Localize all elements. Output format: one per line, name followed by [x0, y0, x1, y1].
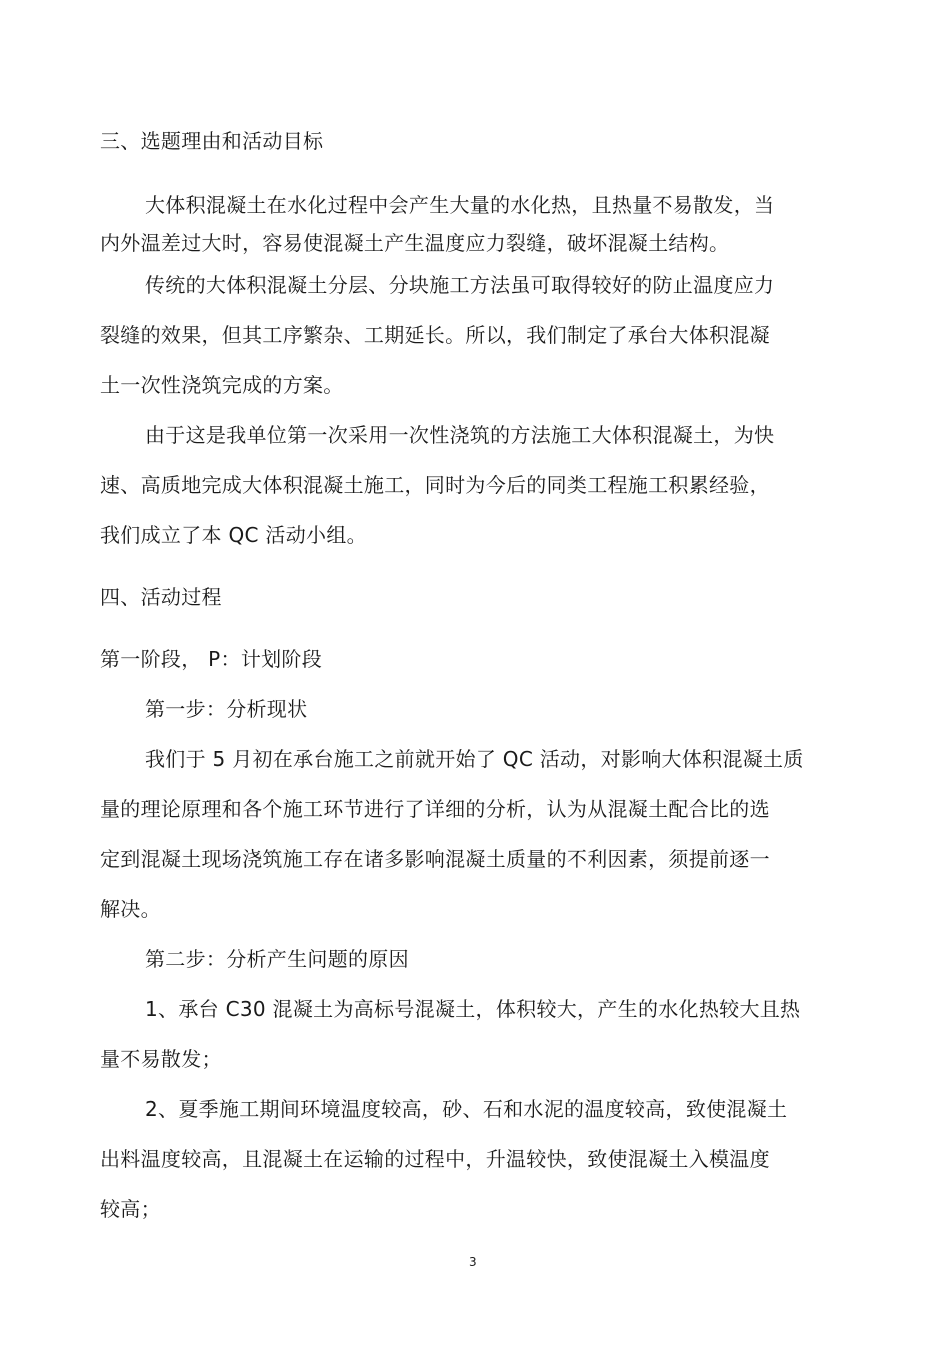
paragraph-line: 由于这是我单位第一次采用一次性浇筑的方法施工大体积混凝土，为快 — [145, 423, 775, 447]
list-item-line: 1、承台 C30 混凝土为高标号混凝土，体积较大，产生的水化热较大且热 — [145, 997, 801, 1021]
list-item-line: 量不易散发； — [100, 1047, 222, 1071]
paragraph-line: 速、高质地完成大体积混凝土施工，同时为今后的同类工程施工积累经验， — [100, 473, 770, 497]
page-number: 3 — [469, 1255, 477, 1269]
paragraph-line: 大体积混凝土在水化过程中会产生大量的水化热，且热量不易散发，当 — [145, 193, 775, 217]
section-heading-4: 四、活动过程 — [100, 585, 222, 609]
step-heading-1: 第一步：分析现状 — [145, 697, 308, 721]
section-heading-3: 三、选题理由和活动目标 — [100, 129, 324, 153]
paragraph-line: 传统的大体积混凝土分层、分块施工方法虽可取得较好的防止温度应力 — [145, 273, 775, 297]
paragraph-line: 量的理论原理和各个施工环节进行了详细的分析，认为从混凝土配合比的选 — [100, 797, 770, 821]
paragraph-line: 裂缝的效果，但其工序繁杂、工期延长。所以，我们制定了承台大体积混凝 — [100, 323, 770, 347]
list-item-line: 2、夏季施工期间环境温度较高，砂、石和水泥的温度较高，致使混凝土 — [145, 1097, 788, 1121]
paragraph-line: 我们于 5 月初在承台施工之前就开始了 QC 活动，对影响大体积混凝土质 — [145, 747, 804, 771]
paragraph-line: 土一次性浇筑完成的方案。 — [100, 373, 344, 397]
paragraph-line: 定到混凝土现场浇筑施工存在诸多影响混凝土质量的不利因素，须提前逐一 — [100, 847, 770, 871]
stage-heading: 第一阶段， P：计划阶段 — [100, 647, 323, 671]
paragraph-line: 解决。 — [100, 897, 161, 921]
step-heading-2: 第二步：分析产生问题的原因 — [145, 947, 409, 971]
paragraph-line: 我们成立了本 QC 活动小组。 — [100, 523, 367, 547]
paragraph-line: 内外温差过大时，容易使混凝土产生温度应力裂缝，破坏混凝土结构。 — [100, 231, 730, 255]
list-item-line: 较高； — [100, 1197, 161, 1221]
list-item-line: 出料温度较高，且混凝土在运输的过程中，升温较快，致使混凝土入模温度 — [100, 1147, 770, 1171]
